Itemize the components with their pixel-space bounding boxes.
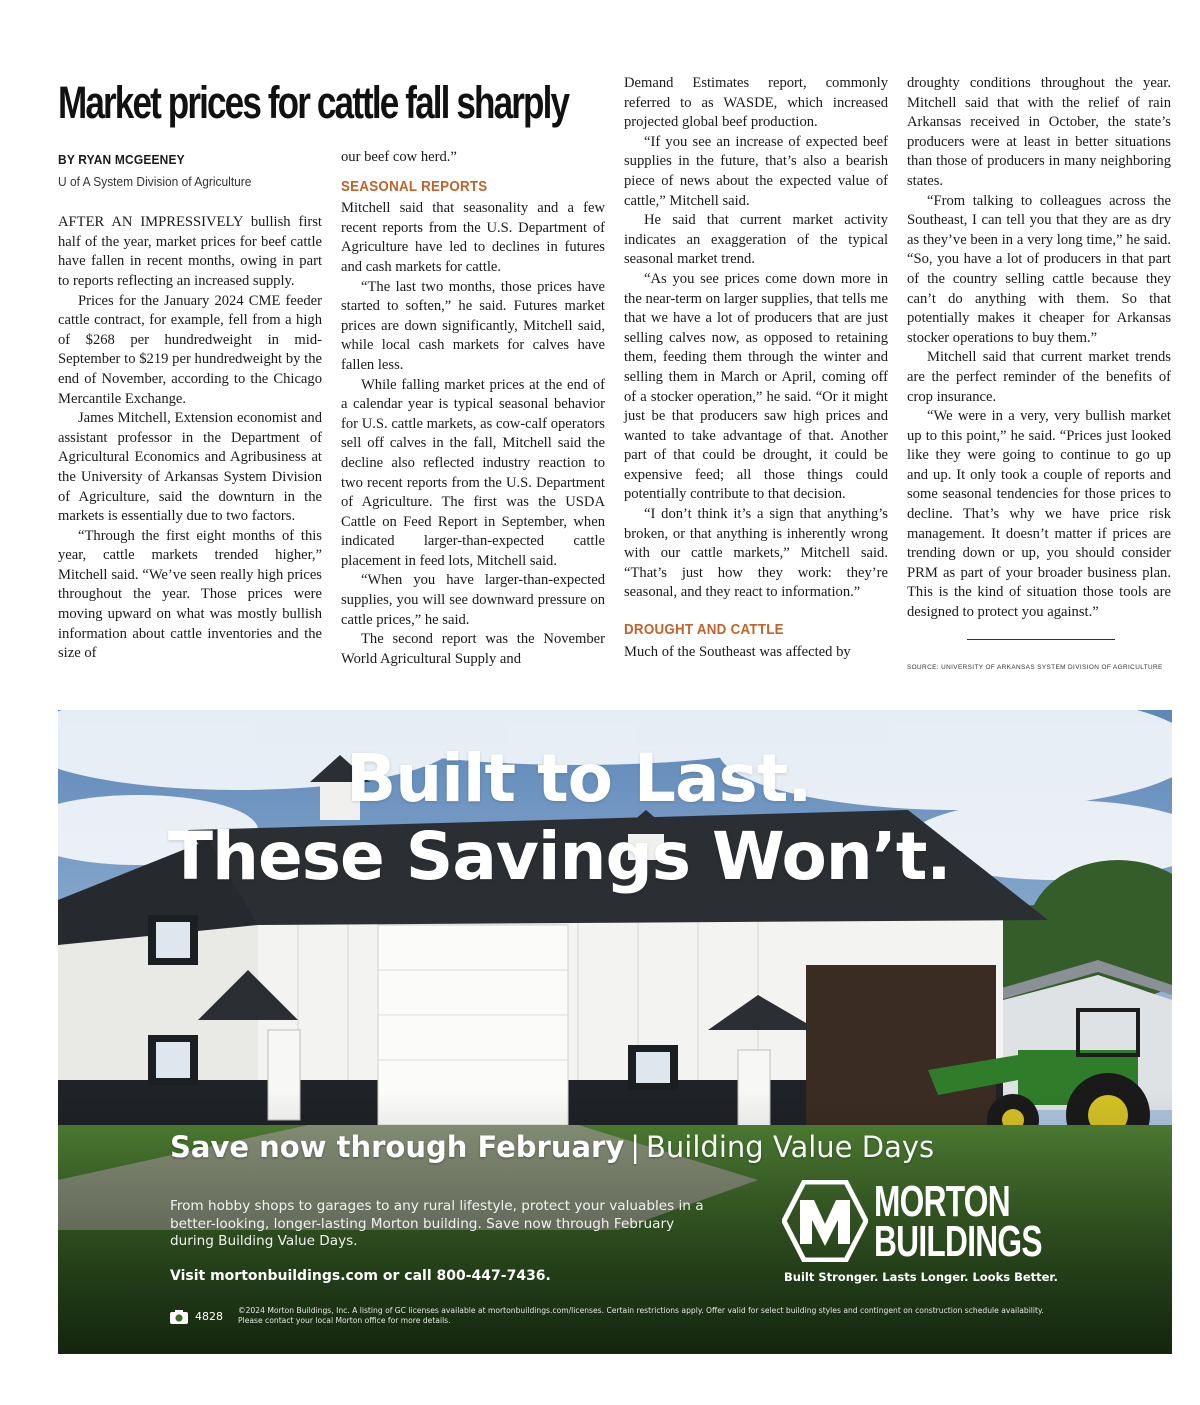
- paragraph: “From talking to colleagues across the Southeast, I can tell you that they are as dry as they’ve been in a very long time,” he said. “So, you have a lot of producers in that part of the country selling cattle because they can’t do anything with them. So that potentially makes it cheaper for Arkansas stocker operations to buy them.”: [907, 192, 1171, 346]
- paragraph: Mitchell said that seasonality and a few recent reports from the U.S. Department of Agriculture have led to declines in futures and cash markets for cattle.: [341, 200, 605, 275]
- paragraph: Mitchell said that current market trends are the perfect reminder of the benefits of crop insurance.: [907, 349, 1171, 405]
- morton-buildings-logo[interactable]: [782, 1177, 1082, 1266]
- paragraph: Much of the Southeast was affected by: [624, 643, 851, 660]
- paragraph: “As you see prices come down more in the near-term on larger supplies, that tells me that we have a lot of producers that are just selling calves now, as opposed to retaining them, feeding them through the winter and selling them in March or April, coming off of a stocker operation,” he said. “Or it might just be that producers saw high prices and wanted to take advantage of that. Another part of that could be drought, it could be expensive feed; all those things could potentially contribute to that decision.: [624, 270, 888, 503]
- promo-name: Building Value Days: [646, 1130, 935, 1164]
- paragraph: “The last two months, those prices have started to soften,” he said. Futures market prices are down significantly, Mitchell said, while local cash markets for calves have fallen less.: [341, 278, 605, 373]
- headline: Market prices for cattle fall sharply: [58, 77, 569, 128]
- author-affiliation: U of A System Division of Agriculture: [58, 173, 252, 189]
- logo-word-morton: MORTON: [874, 1177, 1010, 1226]
- end-rule: [967, 639, 1115, 640]
- offer-dates: Save now through February: [170, 1130, 625, 1164]
- ad-body-copy: From hobby shops to garages to any rural lifestyle, protect your valuables in a better-looking, longer-lasting Morton building. Save now through February during Building Value Days.: [170, 1198, 704, 1249]
- paragraph: “When you have larger-than-expected supplies, you will see downward pressure on cattle prices,” he said.: [341, 572, 605, 628]
- paragraph: “We were in a very, very bullish market up to this point,” he said. “Prices just looked like they were going to continue to go up and up. It only took a couple of reports and some seasonal tendencies for those prices to decline. That’s why we have price risk management. It doesn’t matter if prices are trending down or up, you should consider PRM as part of your broader business plan. This is the kind of situation those tools are designed to protect you against.”: [907, 408, 1171, 621]
- paragraph: Demand Estimates report, commonly referred to as WASDE, which increased projected global beef production.: [624, 75, 888, 131]
- subhead-seasonal-reports: SEASONAL REPORTS: [341, 178, 488, 195]
- byline: BY RYAN MCGEENEY: [58, 152, 185, 167]
- paragraph: Prices for the January 2024 CME feeder cattle contract, for example, fell from a high of $268 per hundredweight in mid-September to $219 per hundredweight by the end of November, according to the Chicago Mercantile Exchange.: [58, 292, 322, 407]
- morton-m-icon: [782, 1180, 868, 1262]
- article-column-3: [624, 74, 888, 662]
- paragraph: James Mitchell, Extension economist and assistant professor in the Department of Agricultural Economics and Agribusiness at the University of Arkansas System Division of Agriculture, said the downturn in the markets is essentially due to two factors.: [58, 410, 322, 525]
- source-credit: SOURCE: UNIVERSITY OF ARKANSAS SYSTEM DIVISION OF AGRICULTURE: [907, 663, 1163, 671]
- paragraph: our beef cow herd.”: [341, 149, 457, 165]
- ad-offer-line: [170, 1130, 934, 1164]
- paragraph: While falling market prices at the end of a calendar year is typical seasonal behavior for U.S. cattle markets, as cow-calf operators sell off calves in the fall, Mitchell said the decline also reflected industry reaction to two recent reports from the U.S. Department of Agriculture. The first was the USDA Cattle on Feed Report in September, when indicated larger-than-expected cattle placement in feed lots, Mitchell said.: [341, 376, 605, 569]
- camera-icon: [170, 1310, 188, 1324]
- photo-code: 4828: [195, 1310, 223, 1323]
- ad-headline-line-2: These Savings Won’t.: [168, 818, 951, 895]
- paragraph: The second report was the November World Agricultural Supply and: [341, 631, 605, 667]
- paragraph: He said that current market activity indicates an exaggeration of the typical seasonal market trend.: [624, 212, 888, 268]
- article-column-4: [907, 74, 1171, 677]
- paragraph: “If you see an increase of expected beef supplies in the future, that’s also a bearish piece of news about the expected value of cattle,” Mitchell said.: [624, 133, 888, 209]
- paragraph: “I don’t think it’s a sign that anything’s broken, or that anything is inherently wrong with our cattle markets,” Mitchell said. “That’s just how they work: they’re seasonal, and they react to information.”: [624, 506, 888, 601]
- article-column-2: [341, 74, 605, 669]
- paragraph: “Through the first eight months of this year, cattle markets trended higher,” Mitchell said. “We’ve seen really high prices throughout the year. Those prices were moving upward on what was mostly bullish information about cattle inventories and the size of: [58, 527, 322, 662]
- ad-headline-line-1: Built to Last.: [346, 740, 812, 817]
- article: [58, 74, 1172, 700]
- subhead-drought-and-cattle: DROUGHT AND CATTLE: [624, 622, 784, 639]
- paragraph: AFTER AN IMPRESSIVELY bullish first half of the year, market prices for beef cattle have fallen in recent months, owing in part to reports reflecting an increased supply.: [58, 214, 322, 289]
- morton-buildings-advertisement[interactable]: [58, 710, 1172, 1354]
- paragraph: droughty conditions throughout the year. Mitchell said that with the relief of rain Arkansas received in October, the state’s producers were at least in better situations than those of producers in many neighboring states.: [907, 75, 1171, 189]
- ad-contact-cta[interactable]: Visit mortonbuildings.com or call 800-447-7436.: [170, 1268, 551, 1284]
- divider: |: [630, 1130, 641, 1164]
- ad-tagline: Built Stronger. Lasts Longer. Looks Better.: [784, 1270, 1058, 1284]
- logo-word-buildings: BUILDINGS: [874, 1217, 1042, 1266]
- ad-legal-disclaimer: ©2024 Morton Buildings, Inc. A listing of GC licenses available at mortonbuildings.com/licenses. Certain restrictions apply. Offer valid for select building styles and contingent on construction schedule availability. Please contact your local Morton office for more details.: [238, 1306, 1044, 1325]
